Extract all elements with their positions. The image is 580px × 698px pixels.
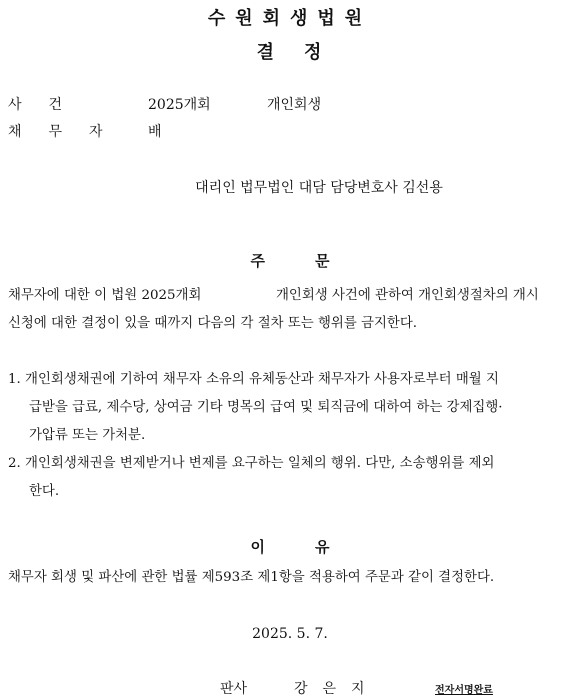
order-heading: 주문 — [250, 252, 380, 270]
order-item1-line1: 1. 개인회생채권에 기하여 채무자 소유의 유체동산과 채무자가 사용자로부터 매월 지 — [8, 372, 499, 387]
order-item1-line3: 가압류 또는 가처분. — [29, 428, 146, 443]
e-signature-mark: 전자서명완료 — [435, 685, 493, 696]
reason-heading: 이유 — [250, 538, 380, 556]
reason-text: 채무자 회생 및 파산에 관한 법률 제593조 제1항을 적용하여 주문과 같이 결정한다. — [8, 570, 495, 585]
order-intro-line1b: 개인회생 사건에 관하여 개인회생절차의 개시 — [276, 288, 539, 303]
order-item2-line2: 한다. — [29, 484, 60, 499]
document-title: 결정 — [256, 42, 352, 63]
case-label: 사건 — [8, 97, 90, 113]
court-name: 수원회생법원 — [207, 8, 373, 29]
representative: 대리인 법무법인 대담 담당변호사 김선용 — [195, 180, 443, 196]
case-name: 개인회생 — [267, 97, 322, 113]
decision-date: 2025. 5. 7. — [252, 626, 328, 642]
case-number: 2025개회 — [148, 97, 211, 113]
order-item1-line2: 급받을 급료, 제수당, 상여금 기타 명목의 급여 및 퇴직금에 대하여 하는 강제집행· — [29, 400, 503, 415]
debtor-label: 채무자 — [8, 124, 130, 140]
order-item2-line1: 2. 개인회생채권을 변제받거나 변제를 요구하는 일체의 행위. 다만, 소송행위를 제외 — [8, 456, 495, 471]
judge-name: 강은지 — [294, 681, 380, 697]
judge-title: 판사 — [220, 681, 248, 697]
debtor-name: 배 — [148, 124, 162, 140]
order-intro-line2: 신청에 대한 결정이 있을 때까지 다음의 각 절차 또는 행위를 금지한다. — [8, 316, 418, 331]
order-intro-line1a: 채무자에 대한 이 법원 2025개회 — [8, 288, 202, 303]
